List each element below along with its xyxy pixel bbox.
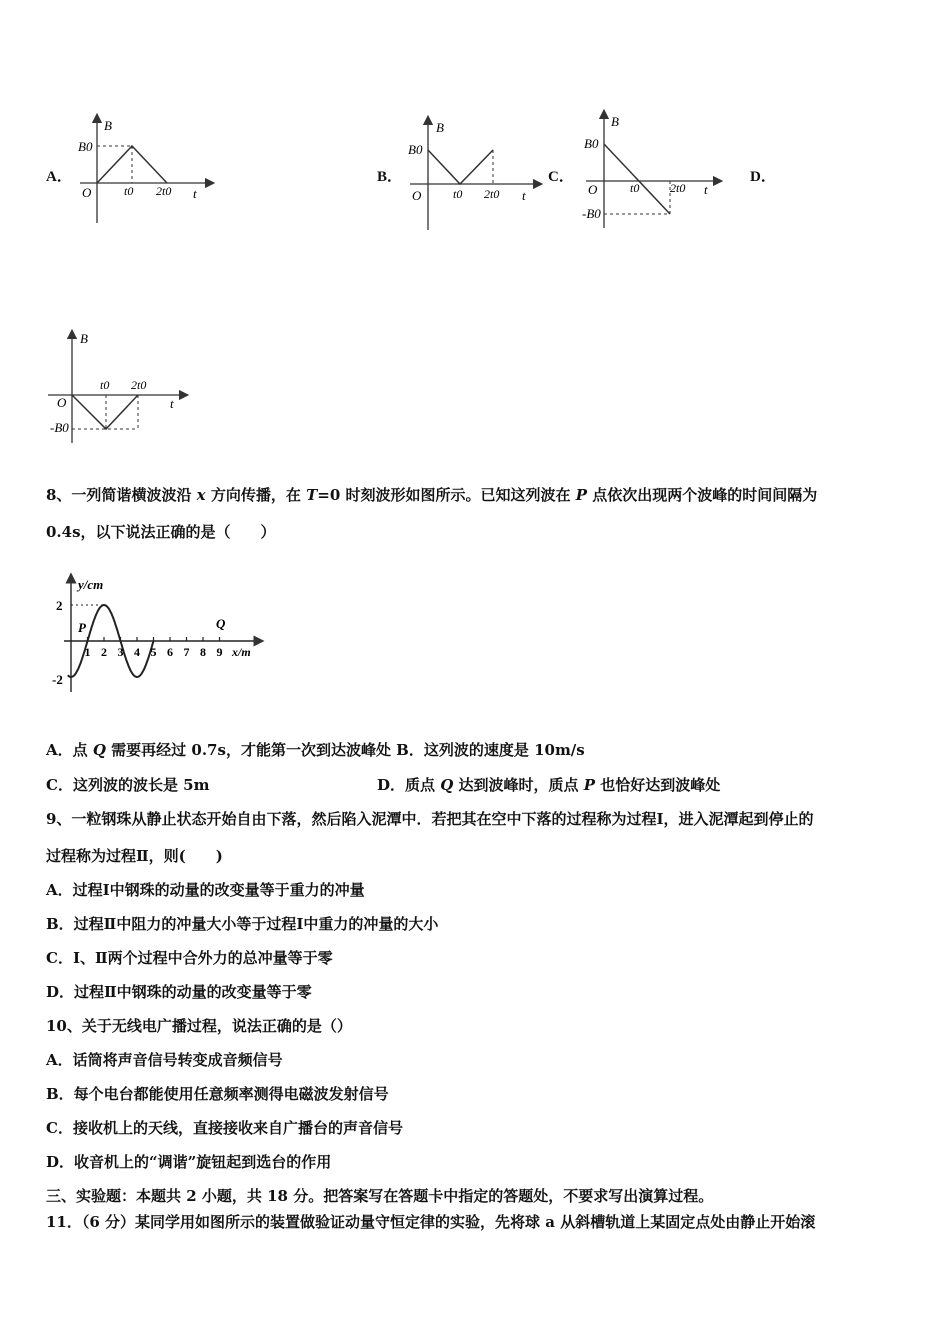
b0-label: B0 bbox=[78, 139, 93, 154]
b-curve bbox=[72, 395, 138, 429]
b-curve bbox=[604, 144, 670, 214]
option-a-label: A． bbox=[46, 169, 72, 185]
t0-label: t0 bbox=[453, 187, 463, 201]
option-b-label: B． bbox=[377, 169, 403, 185]
q9-option-b: B．过程Ⅱ中阻力的冲量大小等于过程Ⅰ中重力的冲量的大小 bbox=[46, 915, 439, 933]
origin-label: O bbox=[82, 185, 92, 200]
q8-stem-line2: 0.4s，以下说法正确的是（ ） bbox=[46, 523, 276, 541]
x-tick-label: 5 bbox=[150, 645, 157, 659]
origin-label: O bbox=[57, 395, 67, 410]
t-axis-label: t bbox=[704, 182, 708, 197]
t0-label: t0 bbox=[630, 181, 640, 195]
2t0-label: 2t0 bbox=[156, 184, 172, 198]
option-c-label: C． bbox=[548, 169, 574, 185]
b-axis-label: B bbox=[436, 120, 444, 135]
t-axis-label: t bbox=[522, 188, 526, 203]
neg-b0-label: -B0 bbox=[582, 206, 601, 221]
q8-stem-line1: 8、一列简谐横波波沿 x 方向传播，在 T=0 时刻波形如图所示。已知这列波在 P 点依次出现两个波峰的时间间隔为 bbox=[46, 486, 818, 504]
graph-b bbox=[400, 112, 550, 232]
2t0-label: 2t0 bbox=[131, 378, 147, 392]
neg-b0-label: -B0 bbox=[50, 420, 69, 435]
section-3-heading: 三、实验题：本题共 2 小题，共 18 分。把答案写在答题卡中指定的答题处，不要求写出演算过程。 bbox=[46, 1187, 714, 1205]
q10-option-a: A．话筒将声音信号转变成音频信号 bbox=[46, 1051, 283, 1069]
b-curve bbox=[428, 150, 493, 184]
x-tick-label: 6 bbox=[167, 645, 173, 659]
b-axis-label: B bbox=[611, 114, 619, 129]
origin-label: O bbox=[588, 182, 598, 197]
q11-stem: 11．（6 分）某同学用如图所示的装置做验证动量守恒定律的实验，先将球 a 从斜槽轨道上某固定点处由静止开始滚 bbox=[46, 1213, 816, 1231]
q10-option-b: B．每个电台都能使用任意频率测得电磁波发射信号 bbox=[46, 1085, 389, 1103]
b0-label: B0 bbox=[408, 142, 423, 157]
q9-option-d: D．过程Ⅱ中钢珠的动量的改变量等于零 bbox=[46, 983, 312, 1001]
q9-stem-line1: 9、一粒钢珠从静止状态开始自由下落，然后陷入泥潭中．若把其在空中下落的过程称为过程Ⅰ，进入泥潭起到停止的 bbox=[46, 810, 814, 828]
t-axis-label: t bbox=[193, 186, 197, 201]
origin-label: O bbox=[412, 188, 422, 203]
x-tick-label: 8 bbox=[200, 645, 206, 659]
q8-option-c: C．这列波的波长是 5m bbox=[46, 776, 210, 794]
q9-option-c: C．Ⅰ、Ⅱ两个过程中合外力的总冲量等于零 bbox=[46, 949, 333, 967]
q8-option-d: D．质点 Q 达到波峰时，质点 P 也恰好达到波峰处 bbox=[377, 776, 721, 794]
q-label: Q bbox=[216, 616, 226, 631]
y-neg-label: -2 bbox=[52, 672, 63, 687]
graph-d bbox=[44, 328, 194, 448]
option-d-label: D． bbox=[750, 169, 776, 185]
q8-option-ab: A．点 Q 需要再经过 0.7s，才能第一次到达波峰处 B．这列波的速度是 10m/s bbox=[46, 741, 585, 759]
wave-graph bbox=[44, 570, 274, 695]
x-tick-label: 4 bbox=[134, 645, 140, 659]
t0-label: t0 bbox=[124, 184, 134, 198]
y-axis-label: y/cm bbox=[78, 577, 104, 592]
q9-option-a: A．过程Ⅰ中钢珠的动量的改变量等于重力的冲量 bbox=[46, 881, 365, 899]
p-label: P bbox=[78, 620, 86, 635]
q9-stem-line2: 过程称为过程Ⅱ，则( ) bbox=[46, 847, 223, 865]
x-tick-label: 1 bbox=[84, 645, 91, 659]
x-tick-label: 3 bbox=[117, 645, 124, 659]
x-tick-label: 2 bbox=[101, 645, 107, 659]
x-axis-label: x/m bbox=[232, 645, 251, 659]
b-axis-label: B bbox=[104, 118, 112, 133]
graph-a bbox=[70, 108, 220, 228]
q10-option-c: C．接收机上的天线，直接接收来自广播台的声音信号 bbox=[46, 1119, 403, 1137]
b-axis-label: B bbox=[80, 331, 88, 346]
x-tick-labels bbox=[85, 645, 223, 659]
t-axis-label: t bbox=[170, 396, 174, 411]
q10-stem: 10、关于无线电广播过程，说法正确的是（） bbox=[46, 1017, 352, 1035]
x-tick-label: 7 bbox=[183, 645, 190, 659]
b0-label: B0 bbox=[584, 136, 599, 151]
x-tick-label: 9 bbox=[216, 645, 223, 659]
2t0-label: 2t0 bbox=[670, 181, 686, 195]
y-pos-label: 2 bbox=[56, 598, 63, 613]
q10-option-d: D．收音机上的“调谐”旋钮起到选台的作用 bbox=[46, 1153, 332, 1171]
graph-c bbox=[578, 108, 728, 233]
2t0-label: 2t0 bbox=[484, 187, 500, 201]
t0-label: t0 bbox=[100, 378, 110, 392]
